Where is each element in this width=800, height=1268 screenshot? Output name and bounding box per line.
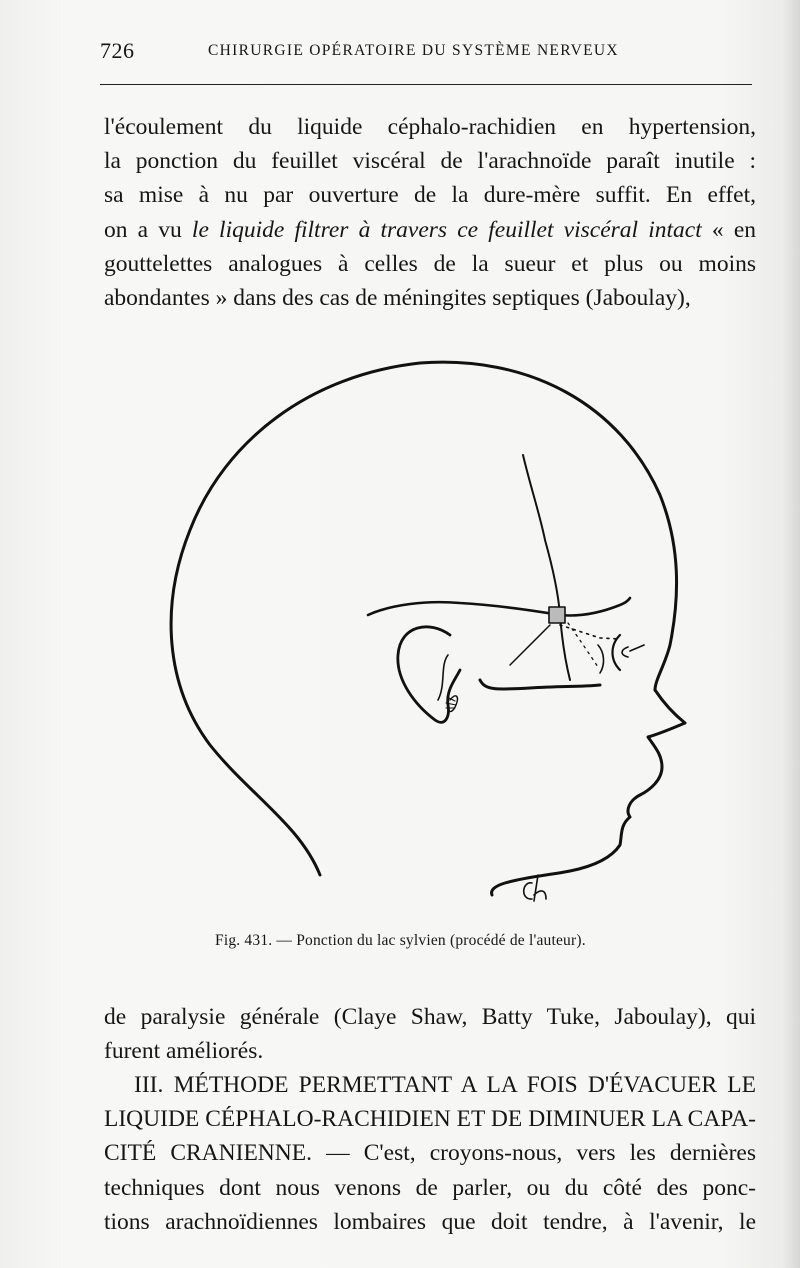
face-profile	[570, 690, 685, 871]
section-heading-line: III. MÉTHODE PERMETTANT A LA FOIS D'ÉVACUER LE	[134, 1072, 756, 1098]
text-line: l'écoulement du liquide céphalo-rachidien en hypertension,	[104, 114, 756, 140]
text-run: « en	[701, 216, 757, 243]
text-line: gouttelettes analogues à celles de la sueur et plus ou moins	[104, 250, 756, 277]
text-line: abondantes » dans des cas de méningites septiques (Jaboulay),	[104, 285, 691, 312]
figure-head-illustration	[150, 355, 710, 915]
running-title: CHIRURGIE OPÉRATOIRE DU SYSTÈME NERVEUX	[208, 42, 619, 59]
text-line: furent améliorés.	[104, 1038, 264, 1065]
puncture-site-marker	[549, 607, 565, 623]
text-line: CITÉ CRANIENNE. — C'est, croyons-nous, vers les dernières	[104, 1140, 756, 1167]
oblique-landmark-line	[510, 625, 550, 665]
paragraph-top	[104, 110, 756, 315]
skull-outline	[171, 362, 676, 875]
zygomatic-line	[480, 680, 600, 689]
text-line: LIQUIDE CÉPHALO-RACHIDIEN ET DE DIMINUER LA CAPA-	[104, 1106, 756, 1133]
horizontal-landmark-line	[368, 598, 630, 616]
text-line: techniques dont nous venons de parler, ou du côté des ponc-	[104, 1174, 756, 1201]
text-line-with-italic	[104, 213, 756, 247]
running-header	[100, 38, 752, 68]
paragraph-middle	[104, 1000, 756, 1068]
page-number: 726	[100, 38, 135, 63]
text-line: de paralysie générale (Claye Shaw, Batty Tuke, Jaboulay), qui	[104, 1004, 756, 1030]
head-profile-drawing	[150, 355, 710, 915]
text-line: sa mise à nu par ouverture de la dure-mère suffit. En effet,	[104, 182, 756, 209]
eye-brow	[613, 635, 621, 670]
header-rule	[100, 84, 752, 85]
italic-phrase: le liquide filtrer à travers ce feuillet viscéral intact	[191, 216, 702, 243]
dotted-guide-line	[560, 625, 620, 639]
text-line: tions arachnoïdiennes lombaires que doit tendre, à l'avenir, le	[104, 1208, 756, 1235]
page-edge-shadow	[782, 0, 800, 1268]
figure-caption: Fig. 431. — Ponction du lac sylvien (procédé de l'auteur).	[215, 932, 586, 949]
eye	[622, 645, 644, 657]
text-run: on a vu	[104, 216, 192, 243]
paragraph-section-iii	[104, 1068, 756, 1239]
ear-inner	[438, 655, 448, 700]
text-line: la ponction du feuillet viscéral de l'arachnoïde paraît inutile :	[104, 148, 756, 175]
vertical-landmark-line	[523, 455, 570, 680]
